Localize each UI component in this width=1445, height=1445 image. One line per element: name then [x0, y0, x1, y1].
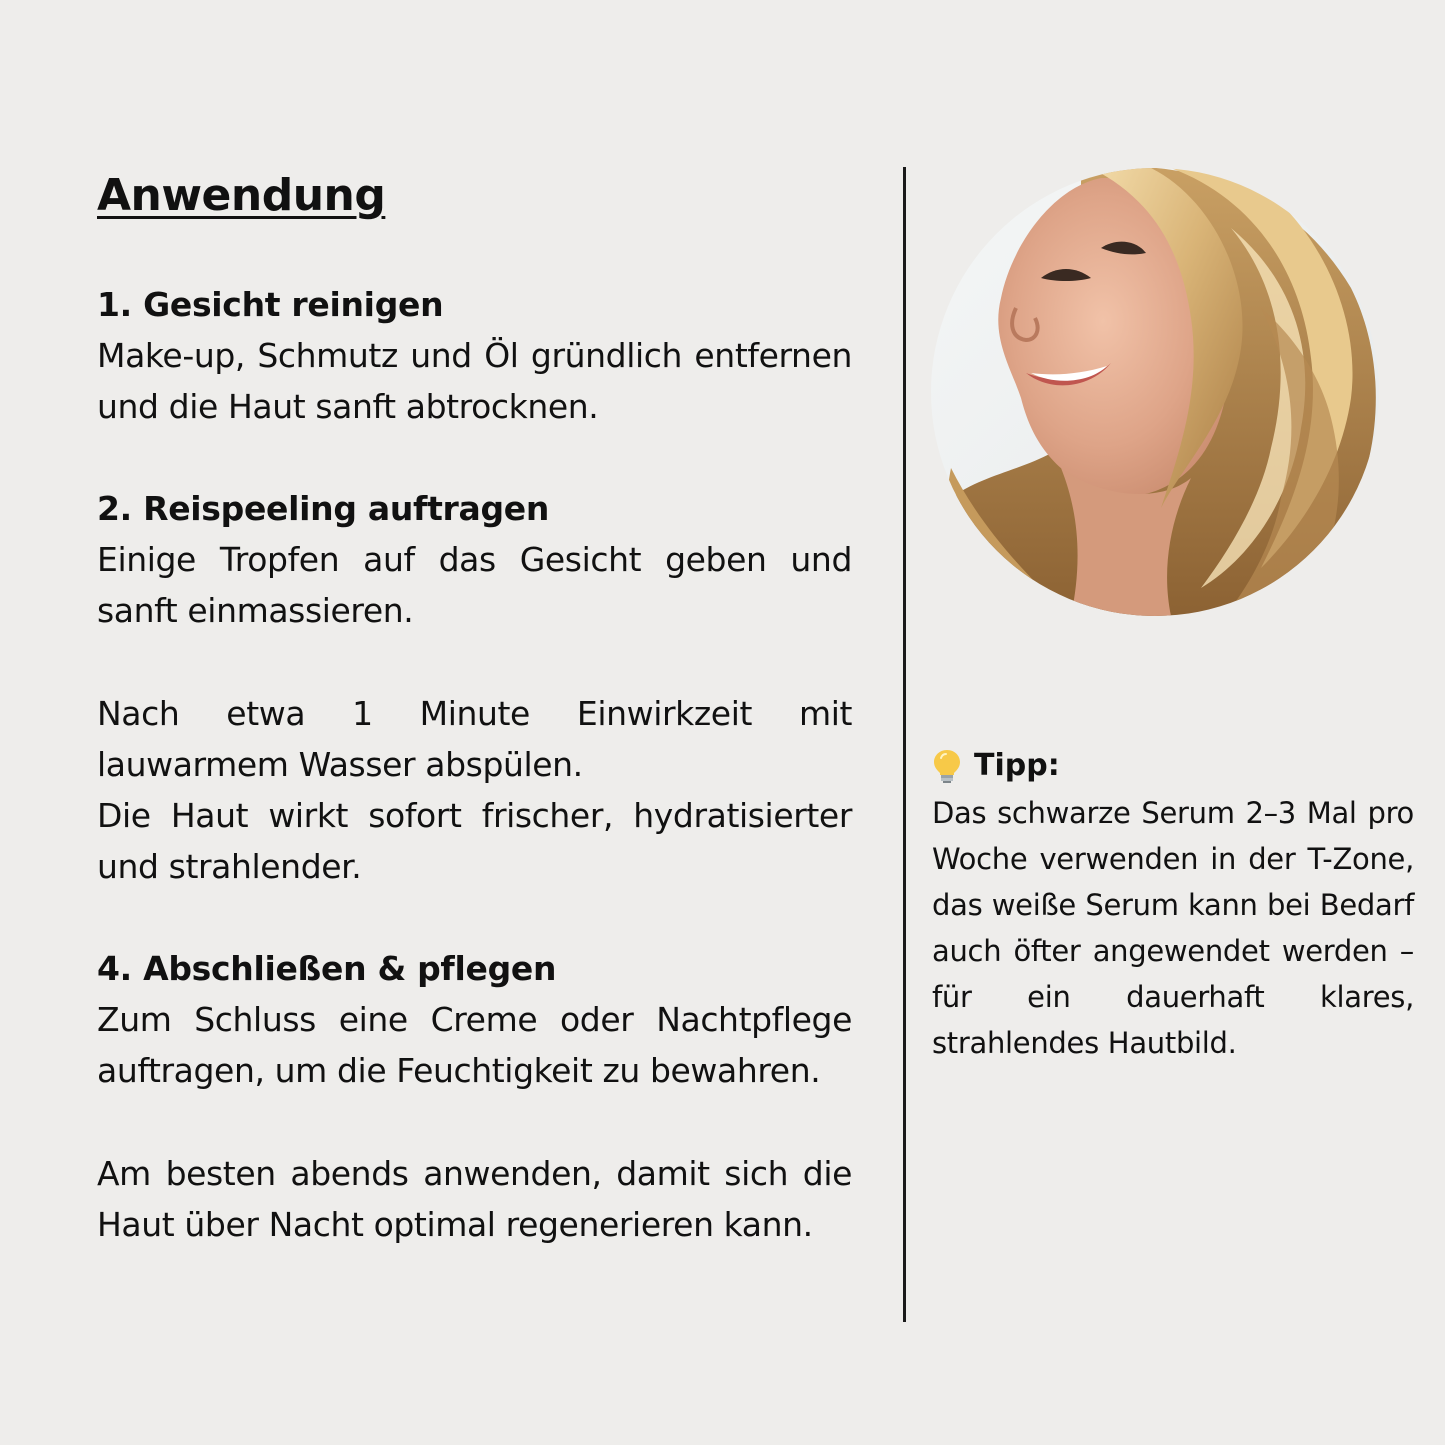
- step-1-text: Make-up, Schmutz und Öl gründlich entfernen und die Haut sanft abtrocknen.: [97, 336, 852, 426]
- step-4: [97, 944, 852, 1096]
- step-3: [97, 688, 852, 892]
- closing-note: Am besten abends anwenden, damit sich die Haut über Nacht optimal regenerieren kann.: [97, 1154, 852, 1244]
- lightbulb-icon: [932, 748, 962, 784]
- step-3-text-result: Die Haut wirkt sofort frischer, hydratisierter und strahlender.: [97, 796, 852, 886]
- step-2-heading: 2. Reispeeling auftragen: [97, 489, 550, 528]
- tip-heading-row: [932, 742, 1414, 790]
- step-4-heading: 4. Abschließen & pflegen: [97, 949, 557, 988]
- step-4-text: Zum Schluss eine Creme oder Nachtpflege auftragen, um die Feuchtigkeit zu bewahren.: [97, 1000, 852, 1090]
- column-divider: [903, 167, 906, 1322]
- portrait-photo: [931, 168, 1379, 616]
- instructions-column: [97, 166, 852, 1250]
- step-3-text-rinse: Nach etwa 1 Minute Einwirkzeit mit lauwarmem Wasser abspülen.: [97, 694, 852, 784]
- page-title: Anwendung: [97, 170, 386, 221]
- tip-text: Das schwarze Serum 2–3 Mal pro Woche verwenden in der T-Zone, das weiße Serum kann bei Bedarf auch öfter angewendet werden – für ein dauerhaft klares, strahlendes Hautbild.: [932, 796, 1414, 1060]
- step-2-text: Einige Tropfen auf das Gesicht geben und sanft einmassieren.: [97, 540, 852, 630]
- step-1-heading: 1. Gesicht reinigen: [97, 285, 444, 324]
- tip-box: [932, 742, 1414, 1066]
- step-1: [97, 280, 852, 432]
- step-2: [97, 484, 852, 636]
- tip-heading: Tipp:: [974, 748, 1060, 783]
